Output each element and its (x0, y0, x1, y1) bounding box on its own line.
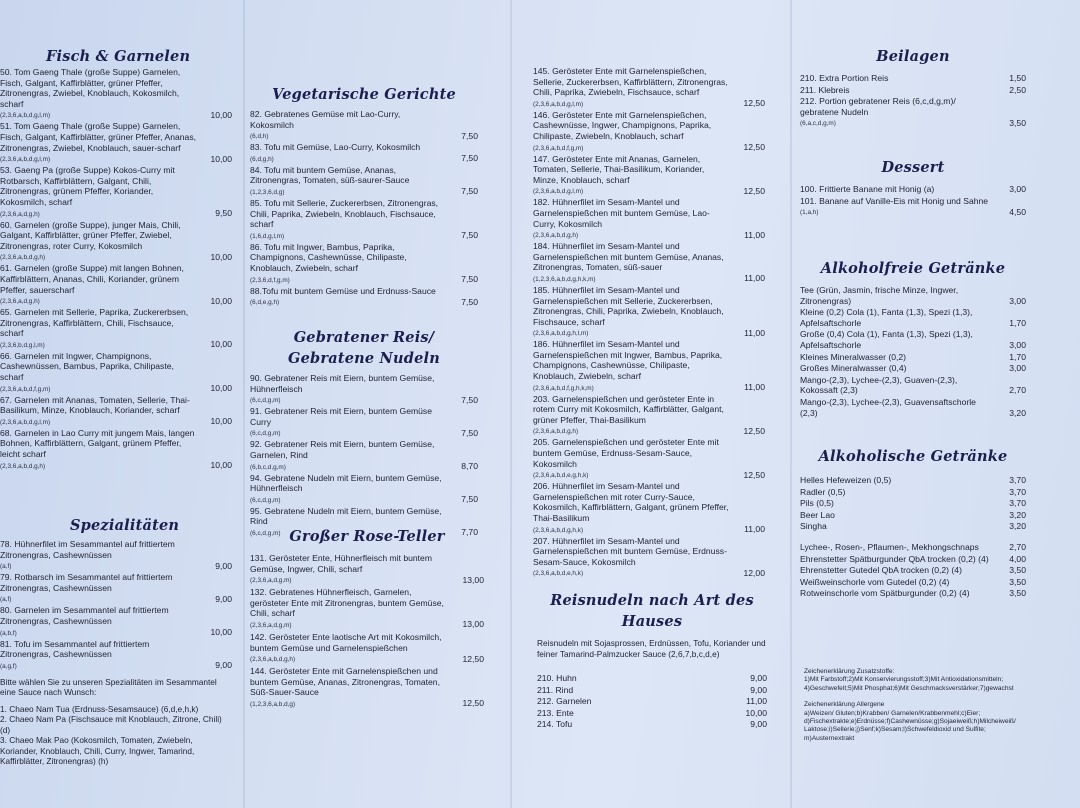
menu-item (800, 184, 1026, 195)
item-text: Pils (0,5) (800, 498, 834, 509)
menu-item (800, 96, 1026, 128)
legend-allergene-title: Zeichenerklärung Allergene (804, 701, 885, 709)
item-text: 186. Hühnerfilet im Sesam-Mantel und Garnelenspießchen mit Ingwer, Bambus, Paprika, Champignons, Cashewnüsse, Chilipaste, Knoblauch, Zwiebeln, scharf (533, 339, 723, 382)
item-price: 9,00 (750, 673, 767, 683)
menu-item (250, 439, 478, 471)
menu-item (800, 510, 1026, 521)
sauce-note: Bitte wählen Sie zu unseren Spezialitäten im Sesammantel eine Sauce nach Wunsch: (0, 676, 217, 698)
item-allergens: (2,3,6,a,b,d,g,h) (0, 462, 46, 470)
item-text: 61. Garnelen (große Suppe) mit langen Bohnen, Kaffirblättern, Ananas, Chili, Koriander, grünem Pfeffer, sauerscharf (0, 263, 184, 295)
item-price: 3,00 (1009, 363, 1026, 374)
menu-item (250, 473, 478, 505)
item-price: 12,50 (743, 141, 765, 152)
item-list (250, 373, 478, 538)
item-price: 10,00 (210, 251, 232, 262)
item-price: 7,50 (461, 273, 478, 284)
menu-item (0, 220, 232, 263)
item-price: 2,70 (1009, 385, 1026, 396)
item-allergens: (2,3,6,a,d,g,m) (250, 577, 292, 585)
item-price: 12,00 (743, 567, 765, 578)
item-allergens: (1,a,h) (800, 209, 819, 217)
item-text: 131. Gerösteter Ente, Hühnerfleisch mit buntem Gemüse, Ingwer, Chili, scharf (250, 553, 432, 574)
item-text: 78. Hühnerfilet im Sesammantel auf frittiertem Zitronengras, Cashewnüssen (0, 539, 175, 560)
item-price: 7,50 (461, 427, 478, 438)
item-price: 12,50 (743, 185, 765, 196)
section-heading: Großer Rose-Teller (289, 528, 445, 545)
item-price: 11,00 (746, 696, 767, 707)
item-text: 91. Gebratener Reis mit Eiern, buntem Gemüse Curry (250, 406, 432, 427)
item-allergens: (2,3,6,a,b,d,g,h) (533, 428, 579, 436)
item-price: 10,00 (210, 295, 232, 306)
section-heading: Dessert (881, 159, 945, 176)
item-text: Mango-(2,3), Lychee-(2,3), Guavensaftschorle (2,3) (800, 396, 976, 418)
item-price: 3,50 (1009, 117, 1026, 128)
item-text: 80. Garnelen im Sesammantel auf frittiertem Zitronengras, Cashewnüssen (0, 605, 169, 626)
menu-item (0, 67, 232, 120)
menu-item (533, 394, 765, 437)
item-list (800, 184, 1026, 217)
item-price: 3,50 (1009, 588, 1026, 599)
item-price: 1,50 (1009, 73, 1026, 83)
section-reisnudeln (537, 590, 767, 731)
section-beilagen (800, 46, 1026, 129)
item-text: 211. Rind (537, 684, 574, 695)
item-text: 132. Gebratenes Hühnerfleisch, Garnelen, gerösteter Ente mit Zitronengras, buntem Gemüse, Chili, scharf (250, 587, 444, 619)
menu-item (0, 639, 232, 671)
menu-item (800, 498, 1026, 509)
section-heading: Spezialitäten (70, 517, 180, 534)
item-price: 9,00 (215, 660, 232, 671)
item-price: 7,50 (461, 153, 478, 164)
menu-item (800, 542, 1026, 553)
item-allergens: (2,3,6,a,d,g,h) (0, 298, 40, 306)
section-ente (533, 66, 765, 579)
item-allergens: (a,f) (0, 596, 12, 604)
item-text: Singha (800, 521, 827, 532)
item-text: 145. Gerösteter Ente mit Garnelenspießchen, Sellerie, Zuckererbsen, Kaffirblättern, Zitronengras, Chili, Paprika, Zwiebeln, Fischsauce, scharf (533, 66, 728, 98)
section-alkoholfrei (800, 258, 1026, 419)
item-text: 207. Hühnerfilet im Sesam-Mantel und Garnelenspießchen mit buntem Gemüse, Erdnuss- Sesam-Sauce, Kokosmilch (533, 535, 727, 567)
item-text: 88.Tofu mit buntem Gemüse und Erdnuss-Sauce (250, 285, 436, 296)
item-text: 214. Tofu (537, 719, 573, 730)
menu-item (0, 539, 232, 571)
item-text: 210. Huhn (537, 673, 577, 683)
item-text: 83. Tofu mit Gemüse, Lao-Curry, Kokosmilch (250, 142, 421, 153)
item-text: 182. Hühnerfilet im Sesam-Mantel und Garnelenspießchen mit buntem Gemüse, Lao-Curry, Kokosmilch (533, 197, 710, 229)
menu-item (0, 428, 232, 471)
item-allergens: (2,3,6,a,b,d,g,l,m) (0, 418, 51, 426)
legend-zusatz: 1)Mit Farbstoff;2)Mit Konservierungsstoff;3)Mit Antioxidationsmitteln; 4)Geschwefelt;5)Mit Phosphat;6)Mit Geschmacksverstärker;7)gewachst (804, 676, 1014, 692)
item-text: 81. Tofu im Sesammantel auf frittiertem Zitronengras, Cashewnüssen (0, 638, 150, 660)
item-price: 3,50 (1009, 576, 1026, 587)
item-text: 147. Gerösteter Ente mit Ananas, Garnelen, Tomaten, Sellerie, Thai-Basilikum, Koriander, Minze, Knoblauch, scharf (533, 153, 705, 185)
sauce-option: 2. Chaeo Nam Pa (Fischsauce mit Knoblauch, Zitrone, Chili) (d) (0, 714, 222, 735)
section-spezialitaeten (0, 515, 232, 767)
menu-item (250, 373, 478, 405)
section-rose-teller (250, 526, 484, 711)
fold-line (510, 0, 512, 808)
item-text: 146. Gerösteter Ente mit Garnelenspießchen, Cashewnüsse, Ingwer, Champignons, Paprika, Chilipaste, Zwiebeln, Knoblauch, scharf (533, 109, 712, 141)
menu-item (533, 285, 765, 338)
menu-item (533, 197, 765, 240)
item-price: 7,50 (461, 394, 478, 405)
menu-item (0, 605, 232, 637)
item-price: 11,00 (744, 273, 765, 284)
item-allergens: (2,3,6,a,b,d,g,h,k) (533, 526, 584, 534)
menu-item (0, 395, 232, 427)
item-allergens: (2,3,6,a,b,d,g,h) (250, 656, 296, 664)
item-allergens: (1,2,3,6,d,g) (250, 188, 285, 196)
item-price: 11,00 (744, 524, 765, 534)
item-allergens: (2,3,6,a,b,d,e,h,k) (533, 570, 584, 578)
item-text: 142. Gerösteter Ente laotische Art mit Kokosmilch, buntem Gemüse und Garnelenspießchen (250, 631, 442, 653)
item-text: 100. Frittierte Banane mit Honig (a) (800, 184, 935, 194)
item-price: 3,70 (1009, 486, 1026, 497)
item-text: 60. Garnelen (große Suppe), junger Mais, Chili, Galgant, Kaffirblätter, grüner Pfeffer, Zwiebel, Zitronengras, roter Curry, Kokosmilch (0, 219, 181, 251)
menu-item (537, 685, 767, 696)
sauce-option: 1. Chaeo Nam Tua (Erdnuss-Sesamsauce) (6,d,e,h,k) (0, 703, 199, 714)
item-allergens: (2,3,6,a,d,g,h) (0, 210, 40, 218)
item-price: 10,00 (210, 153, 232, 164)
item-price: 9,00 (215, 593, 232, 604)
menu-item (533, 154, 765, 197)
item-text: Ehrenstetter Gutedel QbA trocken (0,2) (4) (800, 565, 962, 576)
item-price: 10,00 (210, 460, 232, 471)
menu-item (800, 363, 1026, 374)
item-allergens: (a,g,f) (0, 662, 17, 670)
section-heading: Gebratene Nudeln (288, 350, 440, 367)
menu-item (250, 109, 478, 141)
item-allergens: (2,3,6,a,b,d,g,h) (533, 232, 579, 240)
section-heading: Hauses (621, 613, 683, 630)
item-price: 12,50 (743, 98, 765, 109)
item-price: 13,00 (462, 619, 484, 630)
item-text: 206. Hühnerfilet im Sesam-Mantel und Garnelenspießchen mit roter Curry-Sauce, Kokosmilch, Kaffirblättern, Galgant, grünem Pfeffer, Thai-Basilikum (533, 481, 729, 523)
menu-item (0, 572, 232, 604)
section-dessert (800, 157, 1026, 218)
item-allergens: (6,d,h) (250, 133, 269, 141)
legend-allergene: a)Weizen/ Gluten;b)Krabben/ Garnelen/Krabbenmehl;c)Eier; d)Fischextrakte;e)Erdnüsse;f)Cashewnüsse;g)Sojaeiweiß;h)Milcheiweiß/ Laktose;i)Sellerie;j)Senf;k)Sesam;l)Schwefeldioxid und Sulfite; m)Austernextrakt (804, 709, 1016, 742)
item-text: 85. Tofu mit Sellerie, Zuckererbsen, Zitronengras, Chili, Paprika, Zwiebeln, Knoblauch, Fischsauce, scharf (250, 197, 439, 230)
menu-item (533, 481, 765, 534)
item-text: 86. Tofu mit Ingwer, Bambus, Paprika, Champignons, Cashewnüsse, Chilipaste, Knoblauch, Zwiebeln, scharf (250, 241, 407, 273)
item-price: 7,50 (461, 186, 478, 197)
fold-line (243, 0, 245, 808)
menu-item (800, 307, 1026, 328)
item-price: 2,70 (1009, 541, 1026, 552)
item-text: 84. Tofu mit buntem Gemüse, Ananas, Zitronengras, Tomaten, süß-saurer-Sauce (250, 164, 410, 186)
item-text: Rotweinschorle vom Spätburgunder (0,2) (4) (800, 588, 970, 599)
menu-item (800, 285, 1026, 306)
item-list (800, 475, 1026, 532)
section-heading: Gebratener Reis/ (293, 329, 435, 346)
item-text: Ehrenstetter Spätburgunder QbA trocken (0,2) (4) (800, 553, 989, 564)
item-price: 4,50 (1009, 206, 1026, 217)
menu-item (800, 554, 1026, 565)
item-text: 101. Banane auf Vanille-Eis mit Honig und Sahne (800, 195, 989, 206)
menu-item (537, 708, 767, 719)
item-text: 94. Gebratene Nudeln mit Eiern, buntem Gemüse, Hühnerfleisch (250, 472, 442, 494)
item-text: 205. Garnelenspießchen und gerösteter Ente mit buntem Gemüse, Erdnuss-Sesam-Sauce, Kokosmilch (533, 437, 719, 469)
item-text: 212. Garnelen (537, 696, 592, 707)
menu-item (800, 475, 1026, 486)
item-price: 10,00 (210, 416, 232, 427)
menu-item (250, 142, 478, 164)
item-text: Tee (Grün, Jasmin, frische Minze, Ingwer, Zitronengras) (800, 285, 959, 306)
section-heading: Vegetarische Gerichte (272, 86, 456, 103)
menu-item (250, 406, 478, 438)
item-list (800, 542, 1026, 599)
item-text: 210. Extra Portion Reis (800, 73, 889, 83)
item-allergens: (2,3,6,a,b,d,g,l,m) (533, 100, 584, 108)
menu-item (533, 110, 765, 153)
menu-item (250, 587, 484, 630)
item-text: Weißweinschorle vom Gutedel (0,2) (4) (800, 576, 950, 587)
item-text: Beer Lao (800, 509, 835, 520)
item-text: 90. Gebratener Reis mit Eiern, buntem Gemüse, Hühnerfleisch (250, 373, 435, 394)
section-alkoholisch (800, 446, 1026, 600)
menu-item (537, 673, 767, 684)
item-text: 68. Garnelen in Lao Curry mit jungem Mais, langen Bohnen, Kaffirblättern, Galgant, grünem Pfeffer, leicht scharf (0, 427, 195, 460)
item-text: Große (0,4) Cola (1), Fanta (1,3), Spezi (1,3), Apfelsaftschorle (800, 329, 973, 350)
item-text: Kleine (0,2) Cola (1), Fanta (1,3), Spezi (1,3), Apfelsaftschorle (800, 307, 973, 328)
item-list (533, 66, 765, 578)
item-text: 82. Gebratenes Gemüse mit Lao-Curry, Kokosmilch (250, 109, 401, 130)
menu-item (0, 165, 232, 218)
item-allergens: (6,c,d,g,m) (250, 496, 281, 504)
sauce-list (0, 704, 232, 767)
section-heading: Alkoholfreie Getränke (820, 260, 1006, 277)
menu-item (250, 553, 484, 585)
menu-item (800, 329, 1026, 350)
item-price: 10,00 (210, 626, 232, 637)
item-price: 3,00 (1009, 339, 1026, 350)
item-price: 1,70 (1009, 317, 1026, 328)
item-text: 203. Garnelenspießchen und gerösteter Ente in rotem Curry mit Kokosmilch, Kaffirblätter, Galgant, grüner Pfeffer, Thai-Basilikum (533, 393, 724, 425)
menu-item (537, 696, 767, 707)
item-allergens: (2,3,6,a,d,g,m) (250, 621, 292, 629)
section-gebratener-reis (250, 327, 478, 539)
item-allergens: (2,3,6,a,b,d,g,l,m) (0, 112, 51, 120)
item-list (800, 285, 1026, 418)
legend-zusatz-title: Zeichenerklärung Zusatzstoffe: (804, 668, 895, 675)
menu-item (250, 632, 484, 664)
menu-item (800, 352, 1026, 363)
item-text: 184. Hühnerfilet im Sesam-Mantel und Garnelenspießchen mit buntem Gemüse, Ananas, Zitronengras, Tomaten, süß-sauer (533, 241, 724, 273)
item-text: Mango-(2,3), Lychee-(2,3), Guaven-(2,3), Kokossaft (2,3) (800, 374, 958, 396)
item-price: 10,00 (210, 383, 232, 394)
item-allergens: (6,d,e,g,h) (250, 299, 280, 307)
item-text: 213. Ente (537, 707, 574, 718)
item-allergens: (2,3,6,a,b,d,e,g,h,k) (533, 472, 589, 480)
item-price: 3,00 (1009, 295, 1026, 306)
item-allergens: (2,3,6,b,d,g,l,m) (0, 341, 45, 349)
item-list (0, 67, 232, 471)
item-price: 3,70 (1009, 498, 1026, 509)
menu-item (0, 263, 232, 306)
menu-item (250, 198, 478, 241)
menu-item (800, 397, 1026, 418)
item-allergens: (2,3,6,a,b,d,g,h) (0, 254, 46, 262)
item-price: 7,50 (461, 296, 478, 307)
fold-line (790, 0, 792, 808)
item-allergens: (1,2,3,6,a,b,d,g,h,k,m) (533, 275, 596, 283)
item-text: 66. Garnelen mit Ingwer, Champignons, Cashewnüssen, Bambus, Paprika, Chilipaste, scharf (0, 350, 174, 383)
menu-item (800, 196, 1026, 218)
item-list (800, 73, 1026, 128)
reisnudeln-description: Reisnudeln mit Sojasprossen, Erdnüssen, Tofu, Koriander und feiner Tamarind-Palmzucker Sauce (2,6,7,b,c,d,e) (537, 638, 766, 659)
item-allergens: (2,3,6,a,b,d,f,g,m) (533, 144, 584, 152)
item-text: 92. Gebratener Reis mit Eiern, buntem Gemüse, Garnelen, Rind (250, 439, 435, 460)
item-allergens: (2,3,6,a,b,d,f,g,h,k,m) (533, 384, 594, 392)
menu-item (800, 73, 1026, 84)
item-allergens: (1,6,d,g,l,m) (250, 232, 285, 240)
item-allergens: (2,3,6,d,f,g,m) (250, 276, 290, 284)
item-price: 10,00 (745, 707, 767, 718)
menu-item (533, 536, 765, 579)
item-text: 67. Garnelen mit Ananas, Tomaten, Sellerie, Thai-Basilikum, Minze, Knoblauch, Koriander, scharf (0, 394, 190, 416)
item-text: 212. Portion gebratener Reis (6,c,d,g,m)/ gebratene Nudeln (800, 96, 956, 117)
item-allergens: (6,c,d,g,m) (250, 397, 281, 405)
item-allergens: (6,d,g,h) (250, 155, 274, 163)
item-text: Kleines Mineralwasser (0,2) (800, 351, 907, 362)
item-text: 65. Garnelen mit Sellerie, Paprika, Zuckererbsen, Zitronengras, Kaffirblättern, Chili, Fischsauce, scharf (0, 307, 189, 339)
item-allergens: (6,c,d,g,m) (250, 529, 281, 537)
item-price: 12,50 (462, 698, 484, 709)
item-price: 11,00 (744, 327, 765, 338)
item-allergens: (a,b,f) (0, 629, 17, 637)
item-text: 211. Klebreis (800, 84, 850, 95)
item-price: 8,70 (461, 460, 478, 471)
section-heading: Beilagen (876, 48, 950, 65)
item-text: 53. Gaeng Pa (große Suppe) Kokos-Curry mit Rotbarsch, Kaffirblättern, Galgant, Chili, Zitronengras, grünem Pfeffer, Koriander, Kokosmilch, scharf (0, 165, 175, 207)
menu-item (800, 565, 1026, 576)
section-heading: Fisch & Garnelen (46, 48, 191, 65)
menu-item (0, 351, 232, 394)
menu-item (800, 577, 1026, 588)
item-text: Großes Mineralwasser (0,4) (800, 363, 907, 374)
item-text: 50. Tom Gaeng Thale (große Suppe) Garnelen, Fisch, Galgant, Kaffirblätter, grüner Pfeffer, Zitronengras, Zwiebel, Knoblauch, Kokosmilch, scharf (0, 67, 181, 109)
item-price: 12,50 (462, 653, 484, 664)
item-price: 9,00 (750, 719, 767, 730)
item-text: 79. Rotbarsch im Sesammantel auf frittiertem Zitronengras, Cashewnüssen (0, 572, 173, 593)
menu-item (533, 437, 765, 480)
section-vegetarisch (250, 84, 478, 308)
item-price: 3,50 (1009, 565, 1026, 576)
menu-item (800, 588, 1026, 599)
item-allergens: (6,c,d,g,m) (250, 430, 281, 438)
item-list (537, 673, 767, 730)
menu-item (250, 242, 478, 285)
section-heading: Reisnudeln nach Art des (550, 592, 754, 609)
item-price: 11,00 (744, 382, 765, 393)
item-price: 11,00 (744, 229, 765, 240)
item-list (0, 539, 232, 671)
menu-item (800, 375, 1026, 396)
item-price: 3,70 (1009, 475, 1026, 485)
item-allergens: (a,f) (0, 563, 12, 571)
item-price: 9,50 (215, 207, 232, 218)
item-text: 51. Tom Gaeng Thale (große Suppe) Garnelen, Fisch, Galgant, Kaffirblätter, grüner Pfeffer, Ananas, Zitronengras, Zwiebel, Knoblauch, sauer-scharf (0, 121, 197, 153)
menu-item (533, 241, 765, 284)
menu-item (533, 339, 765, 392)
sauce-option: 3. Chaeo Mak Pao (Kokosmilch, Tomaten, Zwiebeln, Koriander, Knoblauch, Chili, Curry, Ingwer, Tamarind, Kaffirblätter, Zitronengras) (h) (0, 735, 195, 767)
item-list (250, 553, 484, 709)
section-heading: Alkoholische Getränke (818, 448, 1008, 465)
item-text: Radler (0,5) (800, 486, 846, 497)
legend (804, 668, 1026, 743)
item-allergens: (1,2,3,6,a,b,d,g) (250, 700, 296, 708)
item-price: 12,50 (743, 425, 765, 436)
item-price: 7,70 (461, 527, 478, 538)
section-fisch (0, 46, 232, 472)
item-allergens: (2,3,6,a,b,d,g,l,m) (0, 156, 51, 164)
item-price: 3,20 (1009, 509, 1026, 520)
menu-item (0, 121, 232, 164)
item-price: 9,00 (215, 560, 232, 571)
item-price: 3,00 (1009, 184, 1026, 194)
item-text: 144. Gerösteter Ente mit Garnelenspießchen und buntem Gemüse, Ananas, Zitronengras, Tomaten, Süß-Sauer-Sauce (250, 666, 440, 698)
menu-item (537, 719, 767, 730)
menu-item (250, 165, 478, 197)
item-price: 10,00 (210, 339, 232, 350)
item-text: Lychee-, Rosen-, Pflaumen-, Mekhongschnaps (800, 541, 979, 552)
item-price: 9,00 (750, 684, 767, 695)
menu-item (800, 85, 1026, 96)
item-price: 4,00 (1009, 553, 1026, 564)
item-allergens: (2,3,6,a,b,d,g,h,l,m) (533, 330, 589, 338)
item-price: 7,50 (461, 494, 478, 505)
item-price: 7,50 (461, 130, 478, 141)
item-text: 185. Hühnerfilet im Sesam-Mantel und Garnelenspießchen mit Sellerie, Zuckererbsen, Zitronengras, Chili, Paprika, Zwiebeln, Knoblauch, Fischsauce, scharf (533, 284, 724, 327)
item-price: 12,50 (743, 469, 765, 480)
item-price: 2,50 (1009, 84, 1026, 95)
item-price: 7,50 (461, 230, 478, 241)
item-text: 95. Gebratene Nudeln mit Eiern, buntem Gemüse, Rind (250, 505, 442, 527)
item-price: 3,20 (1009, 521, 1026, 532)
menu-item (800, 487, 1026, 498)
item-list (250, 109, 478, 307)
menu-item (0, 307, 232, 350)
item-price: 13,00 (462, 574, 484, 585)
item-text: Helles Hefeweizen (0,5) (800, 475, 892, 485)
item-allergens: (2,3,6,a,b,d,f,g,m) (0, 385, 51, 393)
menu-item (250, 286, 478, 308)
menu-item (533, 66, 765, 109)
item-price: 3,20 (1009, 407, 1026, 418)
item-allergens: (6,b,c,d,g,m) (250, 463, 286, 471)
item-allergens: (2,3,6,a,b,d,g,l,m) (533, 188, 584, 196)
menu-item (800, 521, 1026, 532)
item-price: 1,70 (1009, 351, 1026, 362)
menu-item (250, 666, 484, 709)
item-price: 10,00 (210, 109, 232, 120)
item-allergens: (6,a,c,d,g,m) (800, 120, 836, 128)
